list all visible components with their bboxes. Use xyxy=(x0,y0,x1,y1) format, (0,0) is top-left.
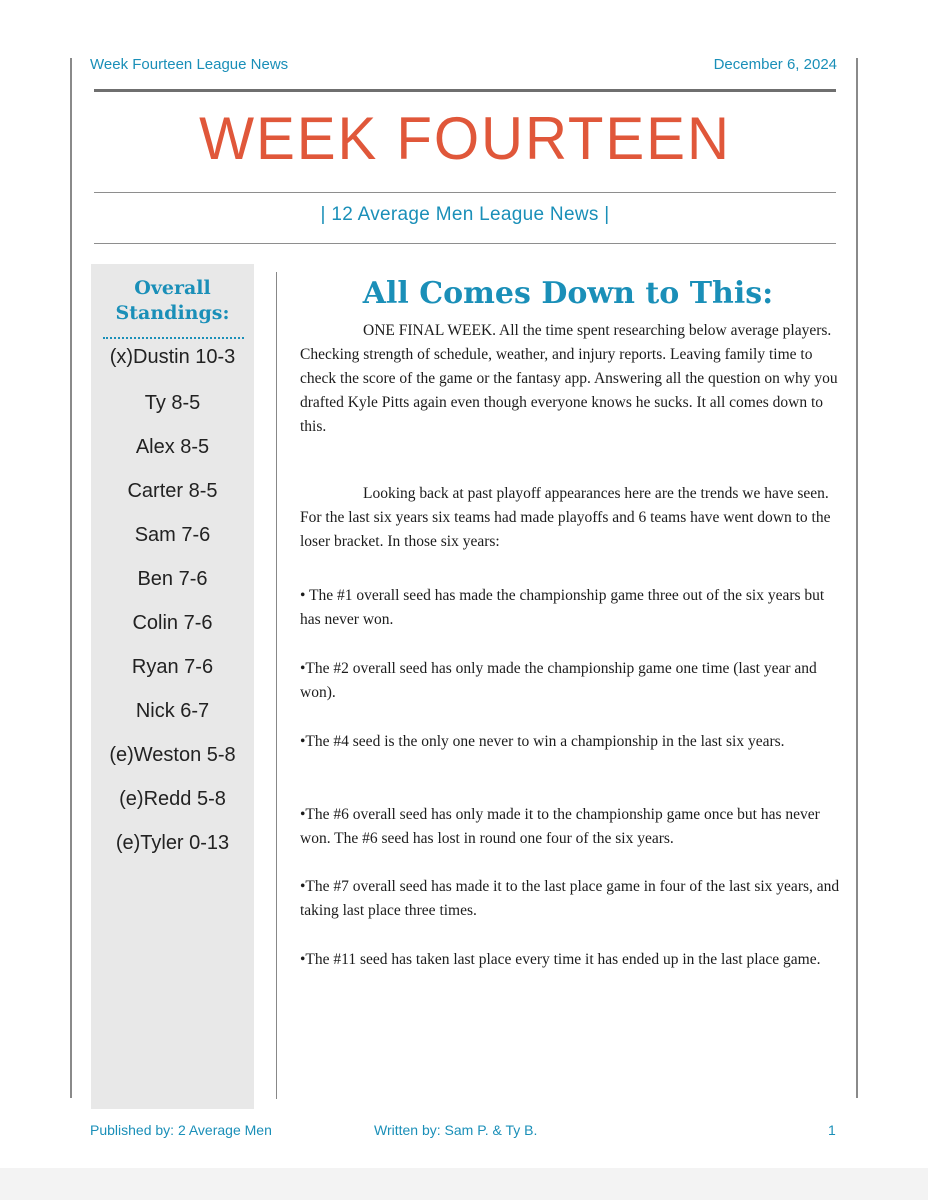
bullet-item: •The #4 seed is the only one never to win a championship in the last six years. xyxy=(300,733,785,750)
header-rule xyxy=(94,89,836,92)
bullet-item: •The #7 overall seed has made it to the last place game in four of the last six years, and taking last place three times. xyxy=(300,878,840,919)
column-divider xyxy=(276,272,277,1099)
article-title: All Comes Down to This: xyxy=(362,276,774,311)
masthead-rule-top xyxy=(94,192,836,193)
page-number: 1 xyxy=(828,1122,836,1138)
article-paragraph: ONE FINAL WEEK. All the time spent researching below average players. Checking strength of schedule, weather, and injury reports. Leaving family time to check the score of the game or the fantasy app. Answering all the question on why you drafted Kyle Pitts again even though everyone knows he sucks. It all comes down to this. xyxy=(300,322,838,435)
standing-item: (e)Weston 5-8 xyxy=(109,744,236,766)
bullet-item: •The #6 overall seed has only made it to the championship game once but has never won. The #6 seed has lost in round one four of the six years. xyxy=(300,806,820,847)
standings-sidebar xyxy=(91,264,254,1109)
standing-item: Nick 6-7 xyxy=(135,700,210,722)
article-paragraph: Looking back at past playoff appearances here are the trends we have seen. For the last six years six teams had made playoffs and 6 teams have went down to the loser bracket. In those six years: xyxy=(300,485,831,550)
standing-item: Sam 7-6 xyxy=(134,524,211,546)
bullet-item: •The #2 overall seed has only made the championship game one time (last year and won). xyxy=(300,660,817,701)
page-left-edge xyxy=(70,58,72,1098)
standing-item: Carter 8-5 xyxy=(127,480,218,502)
standing-item: Ben 7-6 xyxy=(137,568,208,590)
standing-item: Alex 8-5 xyxy=(135,436,210,458)
standing-item: (e)Tyler 0-13 xyxy=(115,832,230,854)
page-right-edge xyxy=(856,58,858,1098)
masthead-rule-bottom xyxy=(94,243,836,244)
standing-item: Colin 7-6 xyxy=(132,612,213,634)
standing-item: Ty 8-5 xyxy=(144,392,201,414)
bullet-item: •The #11 seed has taken last place every time it has ended up in the last place game. xyxy=(300,951,821,968)
header-date: December 6, 2024 xyxy=(713,56,837,73)
standings-dotted-divider xyxy=(103,337,244,339)
standing-item: Ryan 7-6 xyxy=(131,656,214,678)
footer-written-by: Written by: Sam P. & Ty B. xyxy=(374,1122,538,1138)
bullet-item: • The #1 overall seed has made the championship game three out of the six years but has never won. xyxy=(300,587,825,628)
masthead-subtitle: | 12 Average Men League News | xyxy=(320,204,610,225)
standing-item: (x)Dustin 10-3 xyxy=(109,346,236,368)
standing-item: (e)Redd 5-8 xyxy=(119,788,226,810)
standings-title: Overall Standings: xyxy=(115,277,230,324)
masthead-title: WEEK FOURTEEN xyxy=(199,105,731,172)
bottom-margin-strip xyxy=(0,1168,928,1200)
header-left-text: Week Fourteen League News xyxy=(90,56,289,73)
footer-published-by: Published by: 2 Average Men xyxy=(90,1122,272,1138)
